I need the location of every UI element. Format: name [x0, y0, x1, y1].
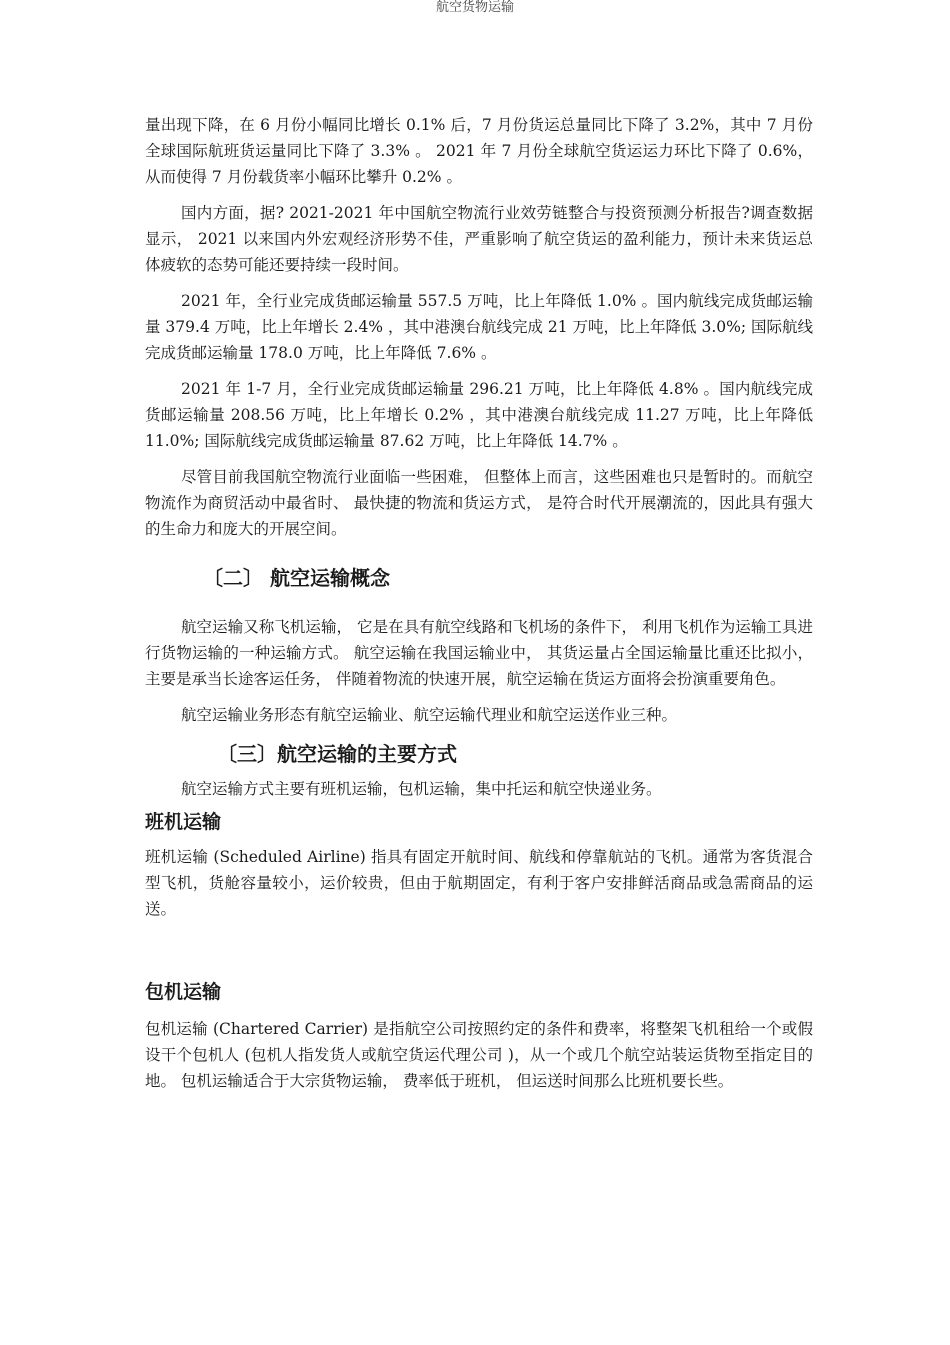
section-heading-concept: 〔二〕 航空运输概念 — [203, 566, 390, 590]
paragraph-jan-jul-volume: 2021 年 1-7 月，全行业完成货邮运输量 296.21 万吨，比上年降低 4.8% 。国内航线完成货邮运输量 208.56 万吨，比上年增长 0.2% ，其中港澳台航线完成 11.27 万吨，比上年降低 11.0%; 国际航线完成货邮运输量 87.62 万吨，比上年降低 14.7% 。 — [145, 380, 813, 450]
paragraph-chartered-carrier: 包机运输 (Chartered Carrier) 是指航空公司按照约定的条件和费率，将整架飞机租给一个或假设干个包机人 (包机人指发货人或航空货运代理公司 )，从一个或几个航空站装运货物至指定目的地。 包机运输适合于大宗货物运输， 费率低于班机， 但运送时间那么比班机要长些。 — [145, 1020, 813, 1090]
paragraph-domestic-overview: 国内方面，据? 2021-2021 年中国航空物流行业效劳链整合与投资预测分析报告?调查数据显示， 2021 以来国内外宏观经济形势不佳，严重影响了航空货运的盈利能力，预计未来货运总体疲软的态势可能还要持续一段时间。 — [145, 204, 813, 274]
paragraph-annual-volume: 2021 年，全行业完成货邮运输量 557.5 万吨，比上年降低 1.0% 。国内航线完成货邮运输量 379.4 万吨，比上年增长 2.4% ，其中港澳台航线完成 21 万吨，比上年降低 3.0%; 国际航线完成货邮运输量 178.0 万吨，比上年降低 7.6% 。 — [145, 292, 813, 362]
section-heading-modes: 〔三〕航空运输的主要方式 — [217, 742, 457, 766]
subheading-scheduled: 班机运输 — [145, 811, 222, 833]
paragraph-modes-list: 航空运输方式主要有班机运输，包机运输，集中托运和航空快递业务。 — [181, 780, 662, 798]
document-body — [145, 112, 813, 1094]
paragraph-scheduled-airline: 班机运输 (Scheduled Airline) 指具有固定开航时间、航线和停靠航站的飞机。通常为客货混合型飞机，货舱容量较小，运价较贵，但由于航期固定，有利于客户安排鲜活商品或急需商品的运送。 — [145, 848, 813, 918]
paragraph-global-cargo: 量出现下降，在 6 月份小幅同比增长 0.1% 后，7 月份货运总量同比下降了 3.2%，其中 7 月份全球国际航班货运量同比下降了 3.3% 。 2021 年 7 月份全球航空货运运力环比下降了 0.6%，从而使得 7 月份载货率小幅环比攀升 0.2% 。 — [145, 116, 813, 186]
paragraph-air-transport-definition: 航空运输又称飞机运输， 它是在具有航空线路和飞机场的条件下， 利用飞机作为运输工具进行货物运输的一种运输方式。 航空运输在我国运输业中， 其货运量占全国运输量比重还比拟小， 主要是承当长途客运任务， 伴随着物流的快速开展，航空运输在货运方面将会扮演重要角色。 — [145, 618, 813, 688]
subheading-charter: 包机运输 — [145, 981, 222, 1003]
paragraph-outlook: 尽管目前我国航空物流行业面临一些困难， 但整体上而言，这些困难也只是暂时的。而航空物流作为商贸活动中最省时、 最快捷的物流和货运方式， 是符合时代开展潮流的，因此具有强大的生命力和庞大的开展空间。 — [145, 468, 813, 538]
paragraph-business-forms: 航空运输业务形态有航空运输业、航空运输代理业和航空运送作业三种。 — [181, 706, 678, 724]
page-header: 航空货物运输 — [435, 0, 514, 15]
